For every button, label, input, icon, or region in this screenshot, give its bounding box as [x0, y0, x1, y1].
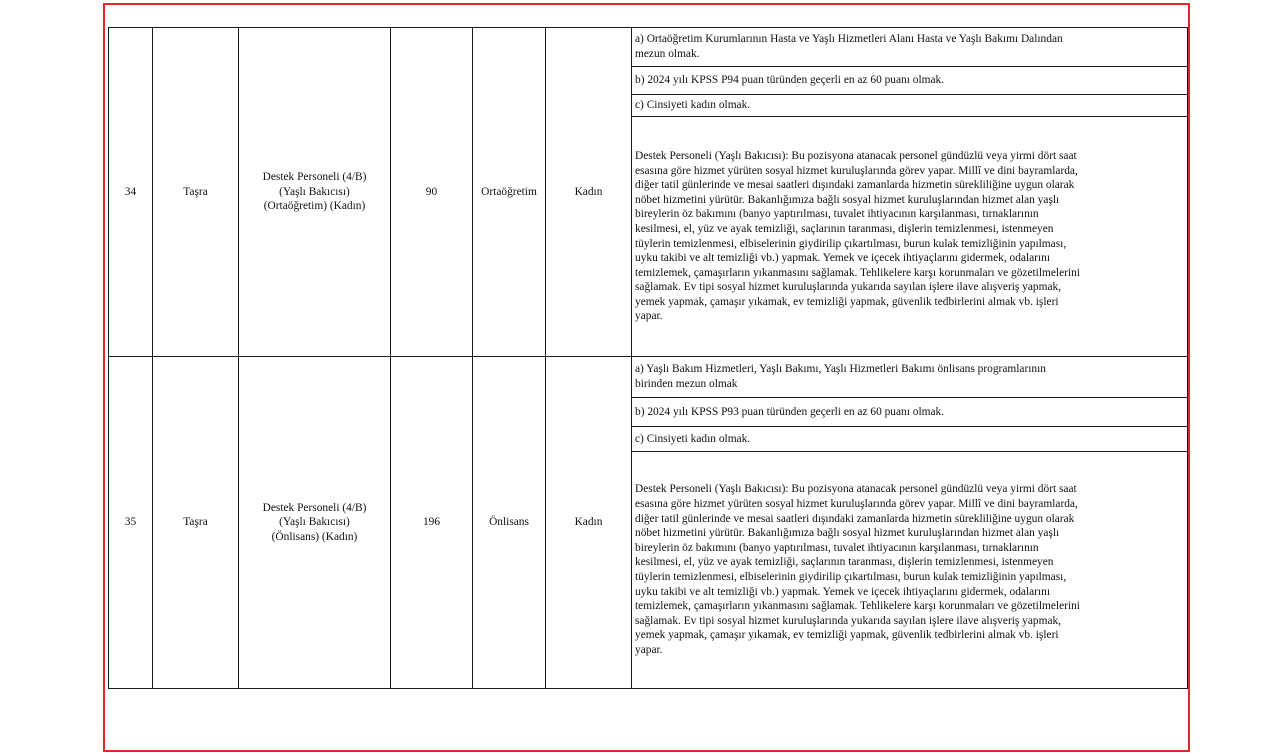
description-line: sağlamak. Ev tipi sosyal hizmet kuruluşlarında yukarıda sayılan işlere ilave alışveriş yapmak, — [635, 614, 1062, 627]
position-title-line: (Önlisans) (Kadın) — [271, 530, 358, 543]
description-line: esasına göre hizmet yürüten sosyal hizmet kuruluşlarında görev yapar. Millî ve dini bayramlarda, — [635, 498, 1078, 511]
description-line: diğer tatil günlerinde ve mesai saatleri dışındaki zamanlarda hizmetin sürekliliğine uygun olarak — [635, 179, 1075, 192]
position-gender: Kadın — [546, 357, 632, 689]
position-location: Taşra — [153, 28, 239, 357]
position-title — [239, 357, 391, 689]
position-education: Önlisans — [473, 357, 546, 689]
description-line: uyku takibi ve alt temizliği vb.) yapmak. Yemek ve içecek ihtiyaçlarını gidermek, odalarını — [635, 585, 1051, 598]
requirement-a-line: birinden mezun olmak — [635, 378, 738, 390]
position-quota: 90 — [391, 28, 473, 357]
requirement-b: b) 2024 yılı KPSS P93 puan türünden geçerli en az 60 puanı olmak. — [632, 398, 1188, 427]
description-line: yapar. — [635, 310, 663, 323]
description-line: nöbet hizmetini yürütür. Bakanlığımıza bağlı sosyal hizmet kuruluşlarından hizmet alan yaşlı — [635, 193, 1060, 206]
position-number: 35 — [109, 357, 153, 689]
job-description — [632, 452, 1188, 689]
description-line: kesilmesi, el, yüz ve ayak temizliği, saçlarının taranması, dişlerin temizlenmesi, istenmeyen — [635, 222, 1054, 235]
description-line: nöbet hizmetini yürütür. Bakanlığımıza bağlı sosyal hizmet kuruluşlarından hizmet alan yaşlı — [635, 527, 1060, 540]
requirement-a-line: mezun olmak. — [635, 48, 700, 60]
description-line: tüylerin temizlenmesi, elbiselerinin giydirilip çıkartılması, burun kulak temizliğinin yapılması, — [635, 571, 1067, 583]
description-line: Destek Personeli (Yaşlı Bakıcısı): Bu pozisyona atanacak personel gündüzlü veya yirmi dört saat — [635, 149, 1077, 162]
position-title-line: (Ortaöğretim) (Kadın) — [263, 200, 366, 213]
job-description — [632, 117, 1188, 357]
description-line: Destek Personeli (Yaşlı Bakıcısı): Bu pozisyona atanacak personel gündüzlü veya yirmi dört saat — [635, 483, 1077, 496]
requirement-a-line: a) Ortaöğretim Kurumlarının Hasta ve Yaşlı Hizmetleri Alanı Hasta ve Yaşlı Bakımı Dalından — [635, 33, 1063, 46]
description-line: esasına göre hizmet yürüten sosyal hizmet kuruluşlarında görev yapar. Millî ve dini bayramlarda, — [635, 164, 1078, 177]
description-line: temizlemek, çamaşırların yıkanmasını sağlamak. Tehlikelere karşı korunmaları ve gözetilmelerini — [635, 266, 1080, 279]
requirement-c: c) Cinsiyeti kadın olmak. — [632, 95, 1188, 117]
position-title-line: (Yaşlı Bakıcısı) — [279, 185, 350, 198]
description-line: sağlamak. Ev tipi sosyal hizmet kuruluşlarında yukarıda sayılan işlere ilave alışveriş yapmak, — [635, 281, 1062, 294]
position-location: Taşra — [153, 357, 239, 689]
description-line: uyku takibi ve alt temizliği vb.) yapmak. Yemek ve içecek ihtiyaçlarını gidermek, odalarını — [635, 252, 1051, 265]
requirement-a — [632, 28, 1188, 67]
position-title-line: Destek Personeli (4/B) — [262, 171, 367, 184]
position-gender: Kadın — [546, 28, 632, 357]
position-title-line: (Yaşlı Bakıcısı) — [279, 516, 350, 529]
requirement-b: b) 2024 yılı KPSS P94 puan türünden geçerli en az 60 puanı olmak. — [632, 67, 1188, 95]
description-line: bireylerin öz bakımını (banyo yaptırılması, tuvalet ihtiyacının karşılanması, tırnaklarının — [635, 541, 1039, 554]
positions-table — [108, 27, 1188, 689]
position-number: 34 — [109, 28, 153, 357]
table-row — [109, 28, 1188, 67]
description-line: diğer tatil günlerinde ve mesai saatleri dışındaki zamanlarda hizmetin sürekliliğine uygun olarak — [635, 512, 1075, 525]
position-title-line: Destek Personeli (4/B) — [262, 501, 367, 514]
description-line: yapar. — [635, 643, 663, 656]
position-title — [239, 28, 391, 357]
position-quota: 196 — [391, 357, 473, 689]
description-line: temizlemek, çamaşırların yıkanmasını sağlamak. Tehlikelere karşı korunmaları ve gözetilmelerini — [635, 600, 1080, 613]
description-line: yemek yapmak, çamaşır yıkamak, ev temizliği yapmak, güvenlik tedbirlerini almak vb. işleri — [635, 629, 1059, 642]
position-education: Ortaöğretim — [473, 28, 546, 357]
table-row — [109, 357, 1188, 398]
requirement-c: c) Cinsiyeti kadın olmak. — [632, 427, 1188, 452]
description-line: tüylerin temizlenmesi, elbiselerinin giydirilip çıkartılması, burun kulak temizliğinin yapılması, — [635, 237, 1067, 250]
description-line: bireylerin öz bakımını (banyo yaptırılması, tuvalet ihtiyacının karşılanması, tırnaklarının — [635, 208, 1039, 221]
description-line: yemek yapmak, çamaşır yıkamak, ev temizliği yapmak, güvenlik tedbirlerini almak vb. işleri — [635, 295, 1059, 308]
requirement-a — [632, 357, 1188, 398]
description-line: kesilmesi, el, yüz ve ayak temizliği, saçlarının taranması, dişlerin temizlenmesi, istenmeyen — [635, 556, 1054, 569]
requirement-a-line: a) Yaşlı Bakım Hizmetleri, Yaşlı Bakımı, Yaşlı Hizmetleri Bakımı önlisans programlarının — [635, 363, 1046, 376]
